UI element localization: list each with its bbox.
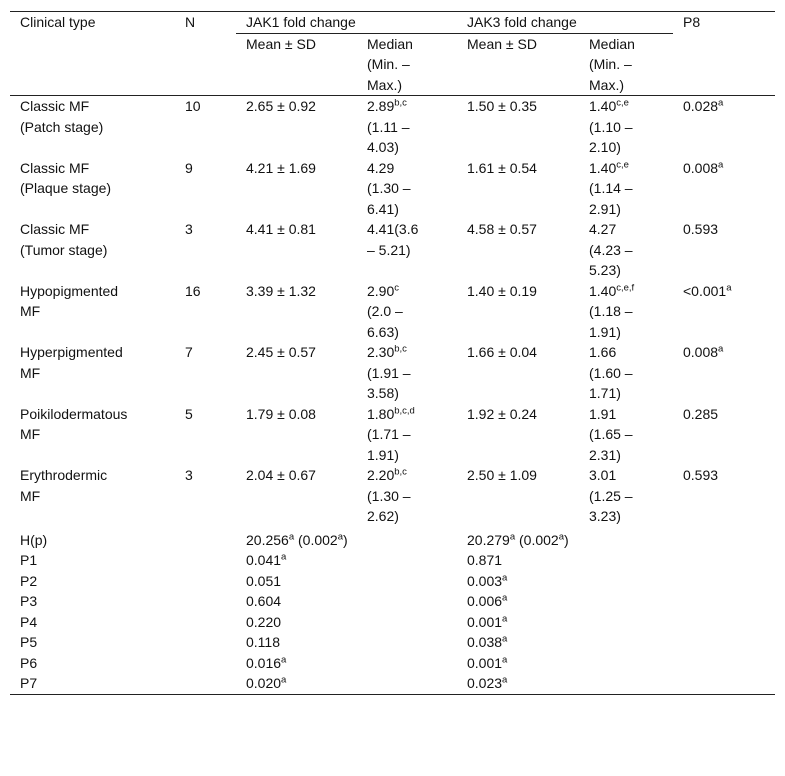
- footnote-marker: a: [509, 530, 516, 542]
- jak3-stat-cell: 0.001$^a$: [467, 653, 508, 671]
- jak3-stat-cell: 0.006$^a$: [467, 592, 508, 609]
- clinical-type-cell: Hypopigmented MF: [20, 282, 119, 319]
- empty-cell: [673, 571, 775, 592]
- jak3-median-header: Median (Min. – Max.): [579, 33, 673, 96]
- footnote-marker: a: [718, 343, 724, 355]
- jak3-median-cell: 4.27 (4.23 – 5.23): [589, 221, 633, 278]
- stat-row: [10, 527, 775, 551]
- results-table: [10, 11, 775, 695]
- n-cell: 10: [185, 98, 201, 114]
- footnote-marker: a: [502, 653, 508, 665]
- n-cell: 3: [185, 467, 193, 483]
- footnote-marker: b,c: [394, 343, 407, 355]
- footnote-marker: a: [502, 633, 508, 645]
- footnote-marker: a: [718, 158, 724, 170]
- table-row: [10, 404, 775, 466]
- jak3-median-cell: 1.66 (1.60 – 1.71): [589, 344, 633, 401]
- jak3-mean-cell: 4.58 ± 0.57: [467, 221, 537, 237]
- footnote-marker: a: [288, 530, 295, 542]
- stat-label: P2: [20, 572, 38, 589]
- empty-cell: [175, 571, 236, 592]
- footnote-marker: b,c: [394, 466, 407, 478]
- jak3-mean-cell: 1.50 ± 0.35: [467, 98, 537, 114]
- footnote-marker: c,e: [616, 97, 629, 109]
- footnote-marker: a: [726, 281, 732, 293]
- footnote-marker: a: [718, 97, 724, 109]
- p8-cell: 0.028$^a$: [683, 97, 724, 114]
- n-cell: 9: [185, 159, 193, 176]
- footnote-marker: c,e: [616, 158, 629, 170]
- p8-cell: 0.008$^a$: [683, 343, 724, 360]
- table-row: [10, 219, 775, 281]
- col-header-n: N: [175, 12, 236, 96]
- jak1-mean-cell: 1.79 ± 0.08: [246, 405, 316, 422]
- table-row: [10, 158, 775, 220]
- footnote-marker: b,c,d: [394, 404, 415, 416]
- stat-row: [10, 591, 775, 612]
- col-header-jak1: JAK1 fold change: [236, 12, 457, 34]
- stat-label: P5: [20, 634, 38, 650]
- clinical-type-cell: Erythrodermic MF: [20, 467, 108, 504]
- clinical-type-cell: Classic MF (Tumor stage): [20, 221, 108, 258]
- footnote-marker: a: [502, 592, 508, 604]
- footnote-marker: c: [394, 281, 399, 293]
- footnote-marker: a: [502, 674, 508, 686]
- footnote-marker: c,e,f: [616, 281, 635, 293]
- table-row: [10, 96, 775, 158]
- empty-cell: [175, 632, 236, 653]
- empty-cell: [175, 591, 236, 612]
- jak1-mean-cell: 3.39 ± 1.32: [246, 282, 316, 299]
- footnote-marker: a: [502, 571, 508, 583]
- table-row: [10, 281, 775, 343]
- footnote-marker: a: [337, 530, 344, 542]
- clinical-type-cell: Classic MF (Plaque stage): [20, 159, 112, 196]
- clinical-type-cell: Hyperpigmented MF: [20, 344, 123, 381]
- jak1-stat-cell: 20.256$^a$ (0.002$^a$): [246, 530, 348, 548]
- jak1-stat-cell: 0.118: [246, 634, 280, 650]
- table-row: [10, 342, 775, 404]
- jak1-median-cell: 2.90$^c$ (2.0 – 6.63): [367, 281, 403, 340]
- n-cell: 3: [185, 221, 193, 237]
- clinical-type-cell: Poikilodermatous MF: [20, 405, 128, 442]
- jak3-stat-cell: 0.003$^a$: [467, 571, 508, 589]
- n-cell: 16: [185, 282, 201, 299]
- empty-cell: [175, 653, 236, 674]
- jak3-stat-cell: 0.023$^a$: [457, 673, 673, 694]
- empty-cell: [175, 527, 236, 551]
- empty-cell: [175, 550, 236, 571]
- jak1-median-cell: 2.20$^{b,c}$ (1.30 – 2.62): [367, 466, 411, 524]
- empty-cell: [673, 653, 775, 674]
- jak3-mean-cell: 1.66 ± 0.04: [467, 344, 537, 360]
- p8-cell: 0.593: [683, 467, 719, 483]
- jak3-median-cell: 1.40$^{c,e}$ (1.10 – 2.10): [589, 97, 633, 155]
- p8-cell: <0.001$^a$: [683, 281, 732, 299]
- jak1-median-header: Median (Min. – Max.): [357, 33, 457, 96]
- jak1-median-cell: 1.80$^{b,c,d}$ (1.71 – 1.91): [367, 404, 415, 463]
- empty-cell: [175, 612, 236, 633]
- jak1-stat-cell: 0.604: [246, 593, 282, 609]
- empty-cell: [673, 612, 775, 633]
- p8-cell: 0.593: [683, 221, 719, 237]
- stat-row: [10, 653, 775, 674]
- jak1-median-cell: 2.89$^{b,c}$ (1.11 – 4.03): [367, 97, 410, 155]
- stat-label: P4: [20, 613, 38, 630]
- stat-row: [10, 612, 775, 633]
- n-cell: 5: [185, 405, 193, 422]
- p8-cell: 0.008$^a$: [683, 158, 724, 176]
- clinical-type-cell: Classic MF (Patch stage): [20, 98, 104, 135]
- stat-row: [10, 673, 775, 694]
- jak3-stat-cell: 20.279$^a$ (0.002$^a$): [467, 530, 569, 548]
- data-rows: [10, 96, 775, 527]
- jak1-stat-cell: 0.051: [246, 572, 282, 589]
- footnote-marker: a: [281, 653, 287, 665]
- jak1-stat-cell: 0.020$^a$: [236, 673, 457, 694]
- stat-row: [10, 632, 775, 653]
- jak1-median-cell: 4.41(3.6 – 5.21): [367, 221, 419, 258]
- jak3-median-cell: 1.40$^{c,e}$ (1.14 – 2.91): [589, 158, 633, 217]
- jak1-stat-cell: 0.016$^a$: [246, 653, 287, 671]
- jak1-stat-cell: 0.041$^a$: [246, 551, 287, 568]
- empty-cell: [673, 527, 775, 551]
- footnote-marker: b,c: [394, 97, 407, 109]
- col-header-clinical-type: Clinical type: [10, 12, 175, 96]
- jak3-mean-cell: 1.61 ± 0.54: [467, 159, 537, 176]
- stat-row: [10, 550, 775, 571]
- empty-cell: [673, 591, 775, 612]
- jak3-median-cell: 1.91 (1.65 – 2.31): [589, 405, 633, 463]
- jak1-mean-header: Mean ± SD: [236, 33, 357, 96]
- n-cell: 7: [185, 344, 193, 360]
- empty-cell: [175, 673, 236, 694]
- p8-cell: 0.285: [683, 405, 719, 422]
- jak3-stat-cell: 0.038$^a$: [467, 633, 508, 650]
- jak1-median-cell: 4.29 (1.30 – 6.41): [367, 159, 411, 217]
- col-header-jak3: JAK3 fold change: [457, 12, 673, 34]
- jak1-mean-cell: 2.04 ± 0.67: [246, 467, 316, 483]
- jak1-stat-cell: 0.220: [246, 613, 282, 630]
- empty-cell: [673, 673, 775, 694]
- jak3-median-cell: 1.40$^{c,e,f}$ (1.18 – 1.91): [589, 281, 635, 340]
- footnote-marker: a: [502, 612, 508, 624]
- footnote-marker: a: [281, 674, 287, 686]
- stat-label: P1: [20, 552, 38, 568]
- table-row: [10, 465, 775, 527]
- jak3-mean-cell: 1.40 ± 0.19: [467, 282, 537, 299]
- jak3-mean-cell: 1.92 ± 0.24: [467, 405, 537, 422]
- stat-label: P3: [20, 593, 38, 609]
- stats-rows: [10, 527, 775, 695]
- col-header-p8: P8: [673, 12, 775, 96]
- header-row-1: [10, 12, 775, 34]
- jak3-median-cell: 3.01 (1.25 – 3.23): [589, 467, 633, 524]
- jak1-mean-cell: 2.65 ± 0.92: [246, 98, 316, 114]
- jak3-mean-cell: 2.50 ± 1.09: [467, 467, 537, 483]
- jak3-stat-cell: 0.871: [467, 552, 503, 568]
- jak3-stat-cell: 0.001$^a$: [467, 612, 508, 630]
- jak3-mean-header: Mean ± SD: [457, 33, 579, 96]
- stat-label: H(p): [20, 531, 48, 548]
- empty-cell: [673, 550, 775, 571]
- jak1-mean-cell: 4.41 ± 0.81: [246, 221, 316, 237]
- jak1-mean-cell: 2.45 ± 0.57: [246, 344, 316, 360]
- jak1-mean-cell: 4.21 ± 1.69: [246, 159, 316, 176]
- stat-label: P7: [10, 673, 175, 694]
- stat-row: [10, 571, 775, 592]
- stat-label: P6: [20, 654, 38, 671]
- footnote-marker: a: [281, 551, 287, 563]
- jak1-median-cell: 2.30$^{b,c}$ (1.91 – 3.58): [367, 343, 411, 401]
- empty-cell: [673, 632, 775, 653]
- footnote-marker: a: [558, 530, 565, 542]
